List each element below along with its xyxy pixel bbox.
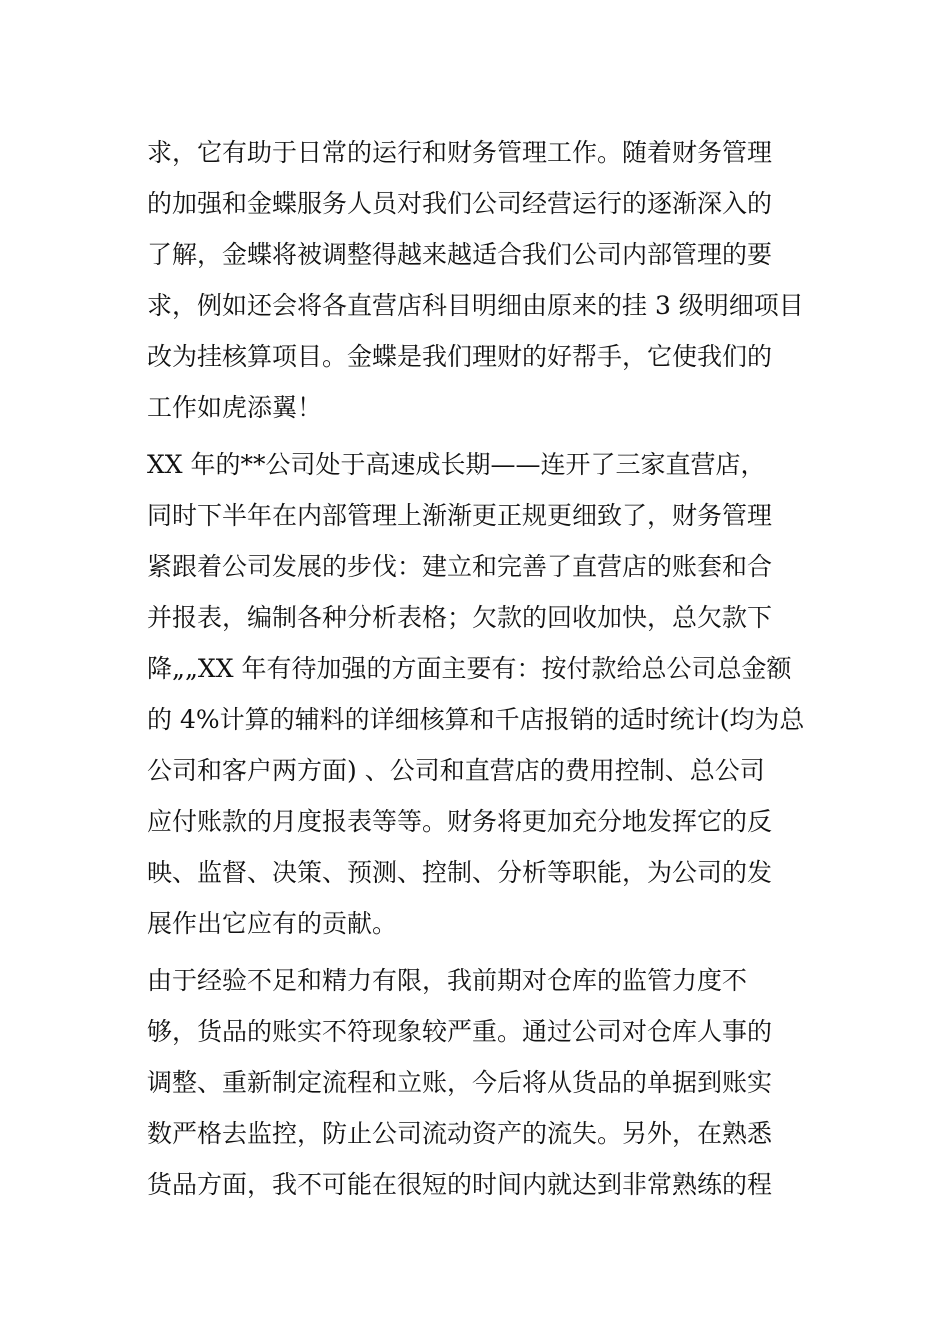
- paragraph-2: [147, 439, 807, 949]
- text-line: 工作如虎添翼！: [147, 393, 323, 422]
- text-line: 映、监督、决策、预测、控制、分析等职能，为公司的发: [147, 858, 773, 887]
- text-line: XX 年的**公司处于高速成长期——连开了三家直营店，: [147, 450, 766, 479]
- text-line: 的加强和金蝶服务人员对我们公司经营运行的逐渐深入的: [147, 189, 773, 218]
- text-line: 展作出它应有的贡献。: [147, 909, 398, 938]
- text-line: 数严格去监控，防止公司流动资产的流失。另外，在熟悉: [147, 1119, 773, 1148]
- text-line: 公司和客户两方面) 、公司和直营店的费用控制、总公司: [147, 756, 765, 785]
- text-line: 求，它有助于日常的运行和财务管理工作。随着财务管理: [147, 138, 773, 167]
- text-line: 应付账款的月度报表等等。财务将更加充分地发挥它的反: [147, 807, 773, 836]
- paragraph-3: [147, 955, 807, 1210]
- text-line: 改为挂核算项目。金蝶是我们理财的好帮手，它使我们的: [147, 342, 773, 371]
- text-line: 货品方面，我不可能在很短的时间内就达到非常熟练的程: [147, 1170, 773, 1199]
- text-line: 的 4%计算的辅料的详细核算和千店报销的适时统计(均为总: [147, 705, 805, 734]
- document-body: [147, 127, 807, 1210]
- text-line: 了解，金蝶将被调整得越来越适合我们公司内部管理的要: [147, 240, 773, 269]
- text-line: 紧跟着公司发展的步伐：建立和完善了直营店的账套和合: [147, 552, 773, 581]
- text-line: 降„„XX 年有待加强的方面主要有：按付款给总公司总金额: [147, 654, 792, 683]
- text-line: 够，货品的账实不符现象较严重。通过公司对仓库人事的: [147, 1017, 773, 1046]
- text-line: 并报表，编制各种分析表格；欠款的回收加快，总欠款下: [147, 603, 773, 632]
- text-line: 调整、重新制定流程和立账，今后将从货品的单据到账实: [147, 1068, 773, 1097]
- text-line: 由于经验不足和精力有限，我前期对仓库的监管力度不: [147, 966, 748, 995]
- text-line: 求，例如还会将各直营店科目明细由原来的挂 3 级明细项目: [147, 291, 804, 320]
- text-line: 同时下半年在内部管理上渐渐更正规更细致了，财务管理: [147, 501, 773, 530]
- paragraph-1: [147, 127, 807, 433]
